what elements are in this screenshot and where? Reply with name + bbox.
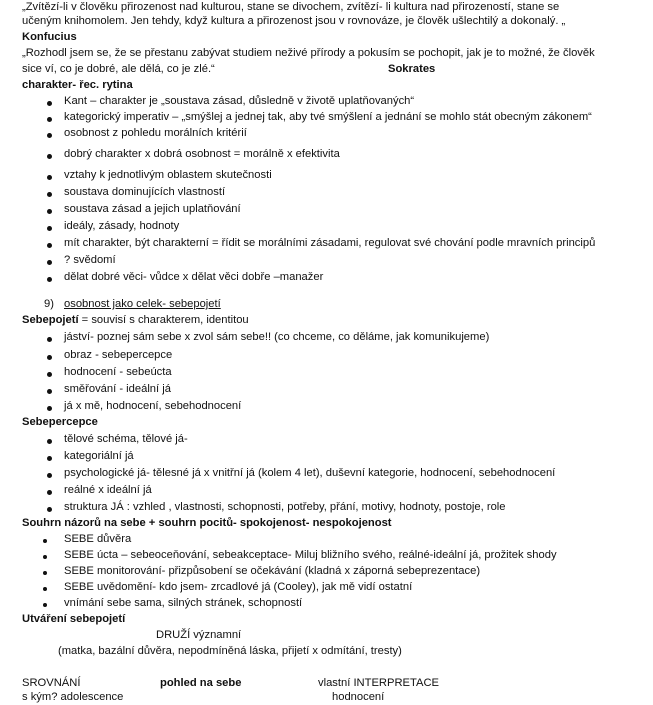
sebepojeti-heading: Sebepojetí [22,314,79,326]
bullet-icon [47,507,52,512]
bullet-icon [43,539,47,543]
socrates-quote-line-1: „Rozhodl jsem se, že se přestanu zabývat studiem neživé přírody a pokusím se pochopit, jak je to možné, že člověk [22,47,595,59]
sebepercepce-item: tělové schéma, tělové já- [64,433,188,445]
sebepercepce-item: reálné x ideální já [64,484,152,496]
bullet-icon [43,571,47,575]
bullet-icon [47,277,52,282]
souhrn-item: vnímání sebe sama, silných stránek, schopností [64,597,303,609]
charakter-item: ideály, zásady, hodnoty [64,220,180,232]
sebepercepce-item: psychologické já- tělesné já x vnitřní já (kolem 4 let), duševní kategorie, hodnocení, sebehodnocení [64,467,556,479]
sebepojeti-item: jáství- poznej sám sebe x zvol sám sebe!! (co chceme, co děláme, jak komunikujeme) [64,331,490,343]
bullet-icon [47,337,52,342]
charakter-item: dobrý charakter x dobrá osobnost = morálně x efektivita [64,148,340,160]
utvareni-heading: Utváření sebepojetí [22,613,126,625]
hodnoceni-label: hodnocení [332,691,385,703]
socrates-quote-line-2: sice ví, co je dobré, ale dělá, co je zlé.“ [22,63,215,75]
confucius-quote-line-2: učeným knihomolem. Jen tehdy, když kultura a přirozenost jsou v rovnováze, je člověk ušlechtilý a dokonalý. „ [22,15,566,27]
srovnani-label: SROVNÁNÍ [22,677,81,689]
charakter-item: vztahy k jednotlivým oblastem skutečnosti [64,169,272,181]
bullet-icon [43,587,47,591]
bullet-icon [47,260,52,265]
socrates-author: Sokrates [388,63,436,75]
bullet-icon [43,555,47,559]
souhrn-item: SEBE uvědomění- kdo jsem- zrcadlové já (Cooley), jak mě vidí ostatní [64,581,413,593]
confucius-quote-line-1: „Zvítězí-li v člověku přirozenost nad kulturou, stane se divochem, zvítězí- li kultura nad přirozeností, stane se [22,1,560,13]
charakter-item: dělat dobré věci- vůdce x dělat věci dobře –manažer [64,271,324,283]
charakter-item: soustava zásad a jejich uplatňování [64,203,241,215]
confucius-author: Konfucius [22,31,77,43]
sebepojeti-item: obraz - sebepercepce [64,349,173,361]
bullet-icon [47,117,52,122]
charakter-item: ? svědomí [64,254,116,266]
s-kym-label: s kým? adolescence [22,691,124,703]
sebepercepce-item: kategoriální já [64,450,134,462]
bullet-icon [47,372,52,377]
bullet-icon [47,192,52,197]
sebepojeti-heading-line [22,313,249,328]
section-title: osobnost jako celek- sebepojetí [64,298,221,310]
sebepojeti-item: já x mě, hodnocení, sebehodnocení [64,400,242,412]
bullet-icon [47,406,52,411]
bullet-icon [47,154,52,159]
sebepojeti-item: hodnocení - sebeúcta [64,366,172,378]
charakter-item: mít charakter, být charakterní = řídit se morálními zásadami, regulovat své chování podle mravních principů [64,237,596,249]
souhrn-heading: Souhrn názorů na sebe + souhrn pocitů- spokojenost- nespokojenost [22,517,392,529]
bullet-icon [47,243,52,248]
charakter-item: Kant – charakter je „soustava zásad, důsledně v životě uplatňovaných“ [64,95,415,107]
druzi-detail: (matka, bazální důvěra, nepodmíněná láska, přijetí x odmítání, tresty) [58,645,402,657]
interpretace-label: vlastní INTERPRETACE [318,677,440,689]
bullet-icon [43,603,47,607]
bullet-icon [47,473,52,478]
souhrn-item: SEBE monitorování- přizpůsobení se očekávání (kladná x záporná sebeprezentace) [64,565,481,577]
souhrn-item: SEBE úcta – sebeoceňování, sebeakceptace- Miluj bližního svého, reálné-ideální já, prožitek shody [64,549,557,561]
section-number: 9) [44,298,54,310]
pohled-label: pohled na sebe [160,677,242,689]
bullet-icon [47,389,52,394]
bullet-icon [47,175,52,180]
bullet-icon [47,101,52,106]
bullet-icon [47,133,52,138]
charakter-heading: charakter- řec. rytina [22,79,133,91]
charakter-item: kategorický imperativ – „smýšlej a jednej tak, aby tvé smýšlení a jednání se mohlo stát obecným zákonem“ [64,111,592,123]
souhrn-item: SEBE důvěra [64,533,132,545]
bullet-icon [47,456,52,461]
charakter-item: osobnost z pohledu morálních kritérií [64,127,247,139]
bullet-icon [47,209,52,214]
bullet-icon [47,490,52,495]
sebepercepce-heading: Sebepercepce [22,416,98,428]
charakter-item: soustava dominujících vlastností [64,186,226,198]
bullet-icon [47,439,52,444]
sebepojeti-item: směřování - ideální já [64,383,171,395]
bullet-icon [47,226,52,231]
bullet-icon [47,355,52,360]
druzi-vyznamni: DRUŽÍ významní [156,629,242,641]
sebepercepce-item: struktura JÁ : vzhled , vlastnosti, schopnosti, potřeby, přání, motivy, hodnoty, postoje, role [64,501,506,513]
sebepojeti-definition: = souvisí s charakterem, identitou [78,314,249,326]
